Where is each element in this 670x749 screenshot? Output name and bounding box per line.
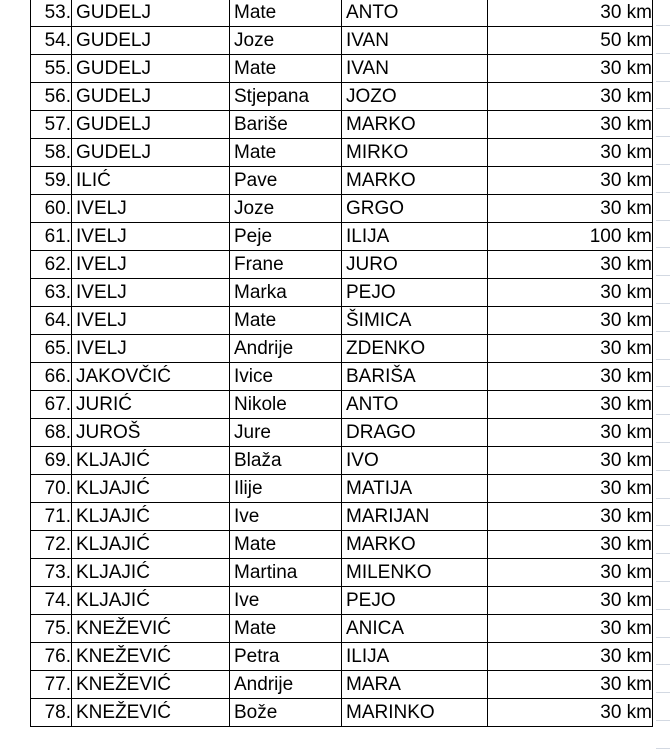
- table-row: [31, 419, 653, 447]
- first-name-cell[interactable]: ILIJA: [342, 223, 488, 251]
- distance-cell[interactable]: 30 km: [488, 391, 653, 419]
- distance-cell[interactable]: 30 km: [488, 55, 653, 83]
- surname-cell[interactable]: JURIĆ: [72, 391, 230, 419]
- gridline: [656, 331, 670, 332]
- father-name-cell[interactable]: Mate: [230, 531, 342, 559]
- father-name-cell[interactable]: Blaža: [230, 447, 342, 475]
- first-name-cell[interactable]: IVO: [342, 447, 488, 475]
- distance-cell[interactable]: 30 km: [488, 643, 653, 671]
- surname-cell[interactable]: KLJAJIĆ: [72, 559, 230, 587]
- row-number-cell[interactable]: 69.: [31, 447, 72, 475]
- first-name-cell[interactable]: MARA: [342, 671, 488, 699]
- distance-cell[interactable]: 50 km: [488, 27, 653, 55]
- father-name-cell[interactable]: Petra: [230, 643, 342, 671]
- gridline: [656, 470, 670, 471]
- surname-cell[interactable]: KLJAJIĆ: [72, 475, 230, 503]
- row-number-cell[interactable]: 58.: [31, 139, 72, 167]
- surname-cell[interactable]: IVELJ: [72, 279, 230, 307]
- first-name-cell[interactable]: MILENKO: [342, 559, 488, 587]
- table-row: [31, 0, 653, 27]
- row-number-cell[interactable]: 55.: [31, 55, 72, 83]
- father-name-cell[interactable]: Bariše: [230, 111, 342, 139]
- gridline: [656, 442, 670, 443]
- table-row: [31, 615, 653, 643]
- gridline: [656, 53, 670, 54]
- row-number-cell[interactable]: 66.: [31, 363, 72, 391]
- gridline: [656, 386, 670, 387]
- table-row: [31, 503, 653, 531]
- table-row: [31, 27, 653, 55]
- surname-cell[interactable]: ILIĆ: [72, 167, 230, 195]
- first-name-cell[interactable]: MARIJAN: [342, 503, 488, 531]
- gridline: [656, 359, 670, 360]
- table-row: [31, 363, 653, 391]
- row-number-cell[interactable]: 56.: [31, 83, 72, 111]
- surname-cell[interactable]: KNEŽEVIĆ: [72, 699, 230, 727]
- row-number-cell[interactable]: 72.: [31, 531, 72, 559]
- table-row: [31, 223, 653, 251]
- distance-cell[interactable]: 30 km: [488, 0, 653, 27]
- gridline: [656, 81, 670, 82]
- father-name-cell[interactable]: Nikole: [230, 391, 342, 419]
- row-header-gutter: [0, 0, 31, 727]
- father-name-cell[interactable]: Marka: [230, 279, 342, 307]
- father-name-cell[interactable]: Ivice: [230, 363, 342, 391]
- father-name-cell[interactable]: Andrije: [230, 335, 342, 363]
- row-number-cell[interactable]: 63.: [31, 279, 72, 307]
- distance-cell[interactable]: 30 km: [488, 363, 653, 391]
- surname-cell[interactable]: IVELJ: [72, 195, 230, 223]
- row-number-cell[interactable]: 70.: [31, 475, 72, 503]
- gridline: [656, 220, 670, 221]
- first-name-cell[interactable]: ŠIMICA: [342, 307, 488, 335]
- distance-cell[interactable]: 30 km: [488, 307, 653, 335]
- gridline: [656, 25, 670, 26]
- gridline: [656, 303, 670, 304]
- distance-cell[interactable]: 30 km: [488, 475, 653, 503]
- father-name-cell[interactable]: Martina: [230, 559, 342, 587]
- table-row: [31, 111, 653, 139]
- table-row: [31, 587, 653, 615]
- surname-cell[interactable]: GUDELJ: [72, 83, 230, 111]
- surname-cell[interactable]: GUDELJ: [72, 27, 230, 55]
- table-row: [31, 307, 653, 335]
- data-table: [30, 0, 653, 727]
- table-row: [31, 643, 653, 671]
- table-row: [31, 447, 653, 475]
- distance-cell[interactable]: 30 km: [488, 335, 653, 363]
- first-name-cell[interactable]: BARIŠA: [342, 363, 488, 391]
- father-name-cell[interactable]: Frane: [230, 251, 342, 279]
- first-name-cell[interactable]: ANTO: [342, 391, 488, 419]
- table-row: [31, 475, 653, 503]
- row-number-cell[interactable]: 76.: [31, 643, 72, 671]
- table-row: [31, 195, 653, 223]
- gridline: [656, 664, 670, 665]
- row-number-cell[interactable]: 73.: [31, 559, 72, 587]
- row-number-cell[interactable]: 62.: [31, 251, 72, 279]
- first-name-cell[interactable]: DRAGO: [342, 419, 488, 447]
- table-row: [31, 335, 653, 363]
- father-name-cell[interactable]: Ive: [230, 503, 342, 531]
- first-name-cell[interactable]: PEJO: [342, 587, 488, 615]
- gridline: [656, 525, 670, 526]
- first-name-cell[interactable]: ZDENKO: [342, 335, 488, 363]
- father-name-cell[interactable]: Peje: [230, 223, 342, 251]
- first-name-cell[interactable]: GRGO: [342, 195, 488, 223]
- row-number-cell[interactable]: 54.: [31, 27, 72, 55]
- table-row: [31, 139, 653, 167]
- row-number-cell[interactable]: 67.: [31, 391, 72, 419]
- gridline: [656, 414, 670, 415]
- gridline: [656, 136, 670, 137]
- father-name-cell[interactable]: Joze: [230, 27, 342, 55]
- table-row: [31, 55, 653, 83]
- surname-cell[interactable]: KLJAJIĆ: [72, 447, 230, 475]
- father-name-cell[interactable]: Bože: [230, 699, 342, 727]
- distance-cell[interactable]: 30 km: [488, 83, 653, 111]
- row-number-cell[interactable]: 53.: [31, 0, 72, 27]
- surname-cell[interactable]: KNEŽEVIĆ: [72, 671, 230, 699]
- row-number-cell[interactable]: 64.: [31, 307, 72, 335]
- table-row: [31, 167, 653, 195]
- row-number-cell[interactable]: 75.: [31, 615, 72, 643]
- first-name-cell[interactable]: JURO: [342, 251, 488, 279]
- distance-cell[interactable]: 30 km: [488, 531, 653, 559]
- surname-cell[interactable]: JAKOVČIĆ: [72, 363, 230, 391]
- gridline: [656, 637, 670, 638]
- distance-cell[interactable]: 30 km: [488, 503, 653, 531]
- table-row: [31, 559, 653, 587]
- distance-cell[interactable]: 30 km: [488, 419, 653, 447]
- first-name-cell[interactable]: JOZO: [342, 83, 488, 111]
- first-name-cell[interactable]: MARKO: [342, 531, 488, 559]
- table-row: [31, 391, 653, 419]
- surname-cell[interactable]: IVELJ: [72, 335, 230, 363]
- distance-cell[interactable]: 30 km: [488, 167, 653, 195]
- father-name-cell[interactable]: Mate: [230, 139, 342, 167]
- table-row: [31, 83, 653, 111]
- distance-cell[interactable]: 30 km: [488, 195, 653, 223]
- first-name-cell[interactable]: ILIJA: [342, 643, 488, 671]
- distance-cell[interactable]: 30 km: [488, 559, 653, 587]
- father-name-cell[interactable]: Jure: [230, 419, 342, 447]
- first-name-cell[interactable]: ANICA: [342, 615, 488, 643]
- father-name-cell[interactable]: Mate: [230, 55, 342, 83]
- first-name-cell[interactable]: ANTO: [342, 0, 488, 27]
- table-row: [31, 531, 653, 559]
- gridline: [656, 609, 670, 610]
- surname-cell[interactable]: KLJAJIĆ: [72, 587, 230, 615]
- row-number-cell[interactable]: 57.: [31, 111, 72, 139]
- row-number-cell[interactable]: 74.: [31, 587, 72, 615]
- surname-cell[interactable]: KNEŽEVIĆ: [72, 615, 230, 643]
- table-row: [31, 279, 653, 307]
- distance-cell[interactable]: 100 km: [488, 223, 653, 251]
- gridline: [656, 692, 670, 693]
- distance-cell[interactable]: 30 km: [488, 447, 653, 475]
- surname-cell[interactable]: IVELJ: [72, 223, 230, 251]
- first-name-cell[interactable]: MARINKO: [342, 699, 488, 727]
- surname-cell[interactable]: KLJAJIĆ: [72, 531, 230, 559]
- father-name-cell[interactable]: Mate: [230, 307, 342, 335]
- row-number-cell[interactable]: 60.: [31, 195, 72, 223]
- surname-cell[interactable]: GUDELJ: [72, 0, 230, 27]
- first-name-cell[interactable]: IVAN: [342, 27, 488, 55]
- father-name-cell[interactable]: Pave: [230, 167, 342, 195]
- gridline: [656, 192, 670, 193]
- distance-cell[interactable]: 30 km: [488, 111, 653, 139]
- row-number-cell[interactable]: 59.: [31, 167, 72, 195]
- distance-cell[interactable]: 30 km: [488, 279, 653, 307]
- surname-cell[interactable]: GUDELJ: [72, 139, 230, 167]
- gridline: [656, 275, 670, 276]
- gridline: [656, 720, 670, 721]
- table-body: [31, 0, 653, 727]
- table-row: [31, 671, 653, 699]
- distance-cell[interactable]: 30 km: [488, 251, 653, 279]
- partial-next-row: [30, 718, 656, 727]
- first-name-cell[interactable]: MIRKO: [342, 139, 488, 167]
- table-row: [31, 251, 653, 279]
- father-name-cell[interactable]: Andrije: [230, 671, 342, 699]
- row-number-cell[interactable]: 71.: [31, 503, 72, 531]
- surname-cell[interactable]: KNEŽEVIĆ: [72, 643, 230, 671]
- surname-cell[interactable]: GUDELJ: [72, 55, 230, 83]
- father-name-cell[interactable]: Ilije: [230, 475, 342, 503]
- father-name-cell[interactable]: Mate: [230, 615, 342, 643]
- gridline: [656, 164, 670, 165]
- row-number-cell[interactable]: 61.: [31, 223, 72, 251]
- surname-cell[interactable]: GUDELJ: [72, 111, 230, 139]
- father-name-cell[interactable]: Ive: [230, 587, 342, 615]
- surname-cell[interactable]: IVELJ: [72, 251, 230, 279]
- distance-cell[interactable]: 30 km: [488, 699, 653, 727]
- gridline: [656, 247, 670, 248]
- gridline: [656, 498, 670, 499]
- row-number-cell[interactable]: 77.: [31, 671, 72, 699]
- gridline: [656, 581, 670, 582]
- distance-cell[interactable]: 30 km: [488, 615, 653, 643]
- father-name-cell[interactable]: Joze: [230, 195, 342, 223]
- surname-cell[interactable]: JUROŠ: [72, 419, 230, 447]
- distance-cell[interactable]: 30 km: [488, 671, 653, 699]
- first-name-cell[interactable]: MARKO: [342, 111, 488, 139]
- first-name-cell[interactable]: PEJO: [342, 279, 488, 307]
- surname-cell[interactable]: IVELJ: [72, 307, 230, 335]
- gridline: [656, 553, 670, 554]
- distance-cell[interactable]: 30 km: [488, 587, 653, 615]
- gridline: [656, 108, 670, 109]
- row-number-cell[interactable]: 68.: [31, 419, 72, 447]
- first-name-cell[interactable]: MARKO: [342, 167, 488, 195]
- distance-cell[interactable]: 30 km: [488, 139, 653, 167]
- first-name-cell[interactable]: IVAN: [342, 55, 488, 83]
- first-name-cell[interactable]: MATIJA: [342, 475, 488, 503]
- row-number-cell[interactable]: 78.: [31, 699, 72, 727]
- surname-cell[interactable]: KLJAJIĆ: [72, 503, 230, 531]
- father-name-cell[interactable]: Mate: [230, 0, 342, 27]
- row-number-cell[interactable]: 65.: [31, 335, 72, 363]
- father-name-cell[interactable]: Stjepana: [230, 83, 342, 111]
